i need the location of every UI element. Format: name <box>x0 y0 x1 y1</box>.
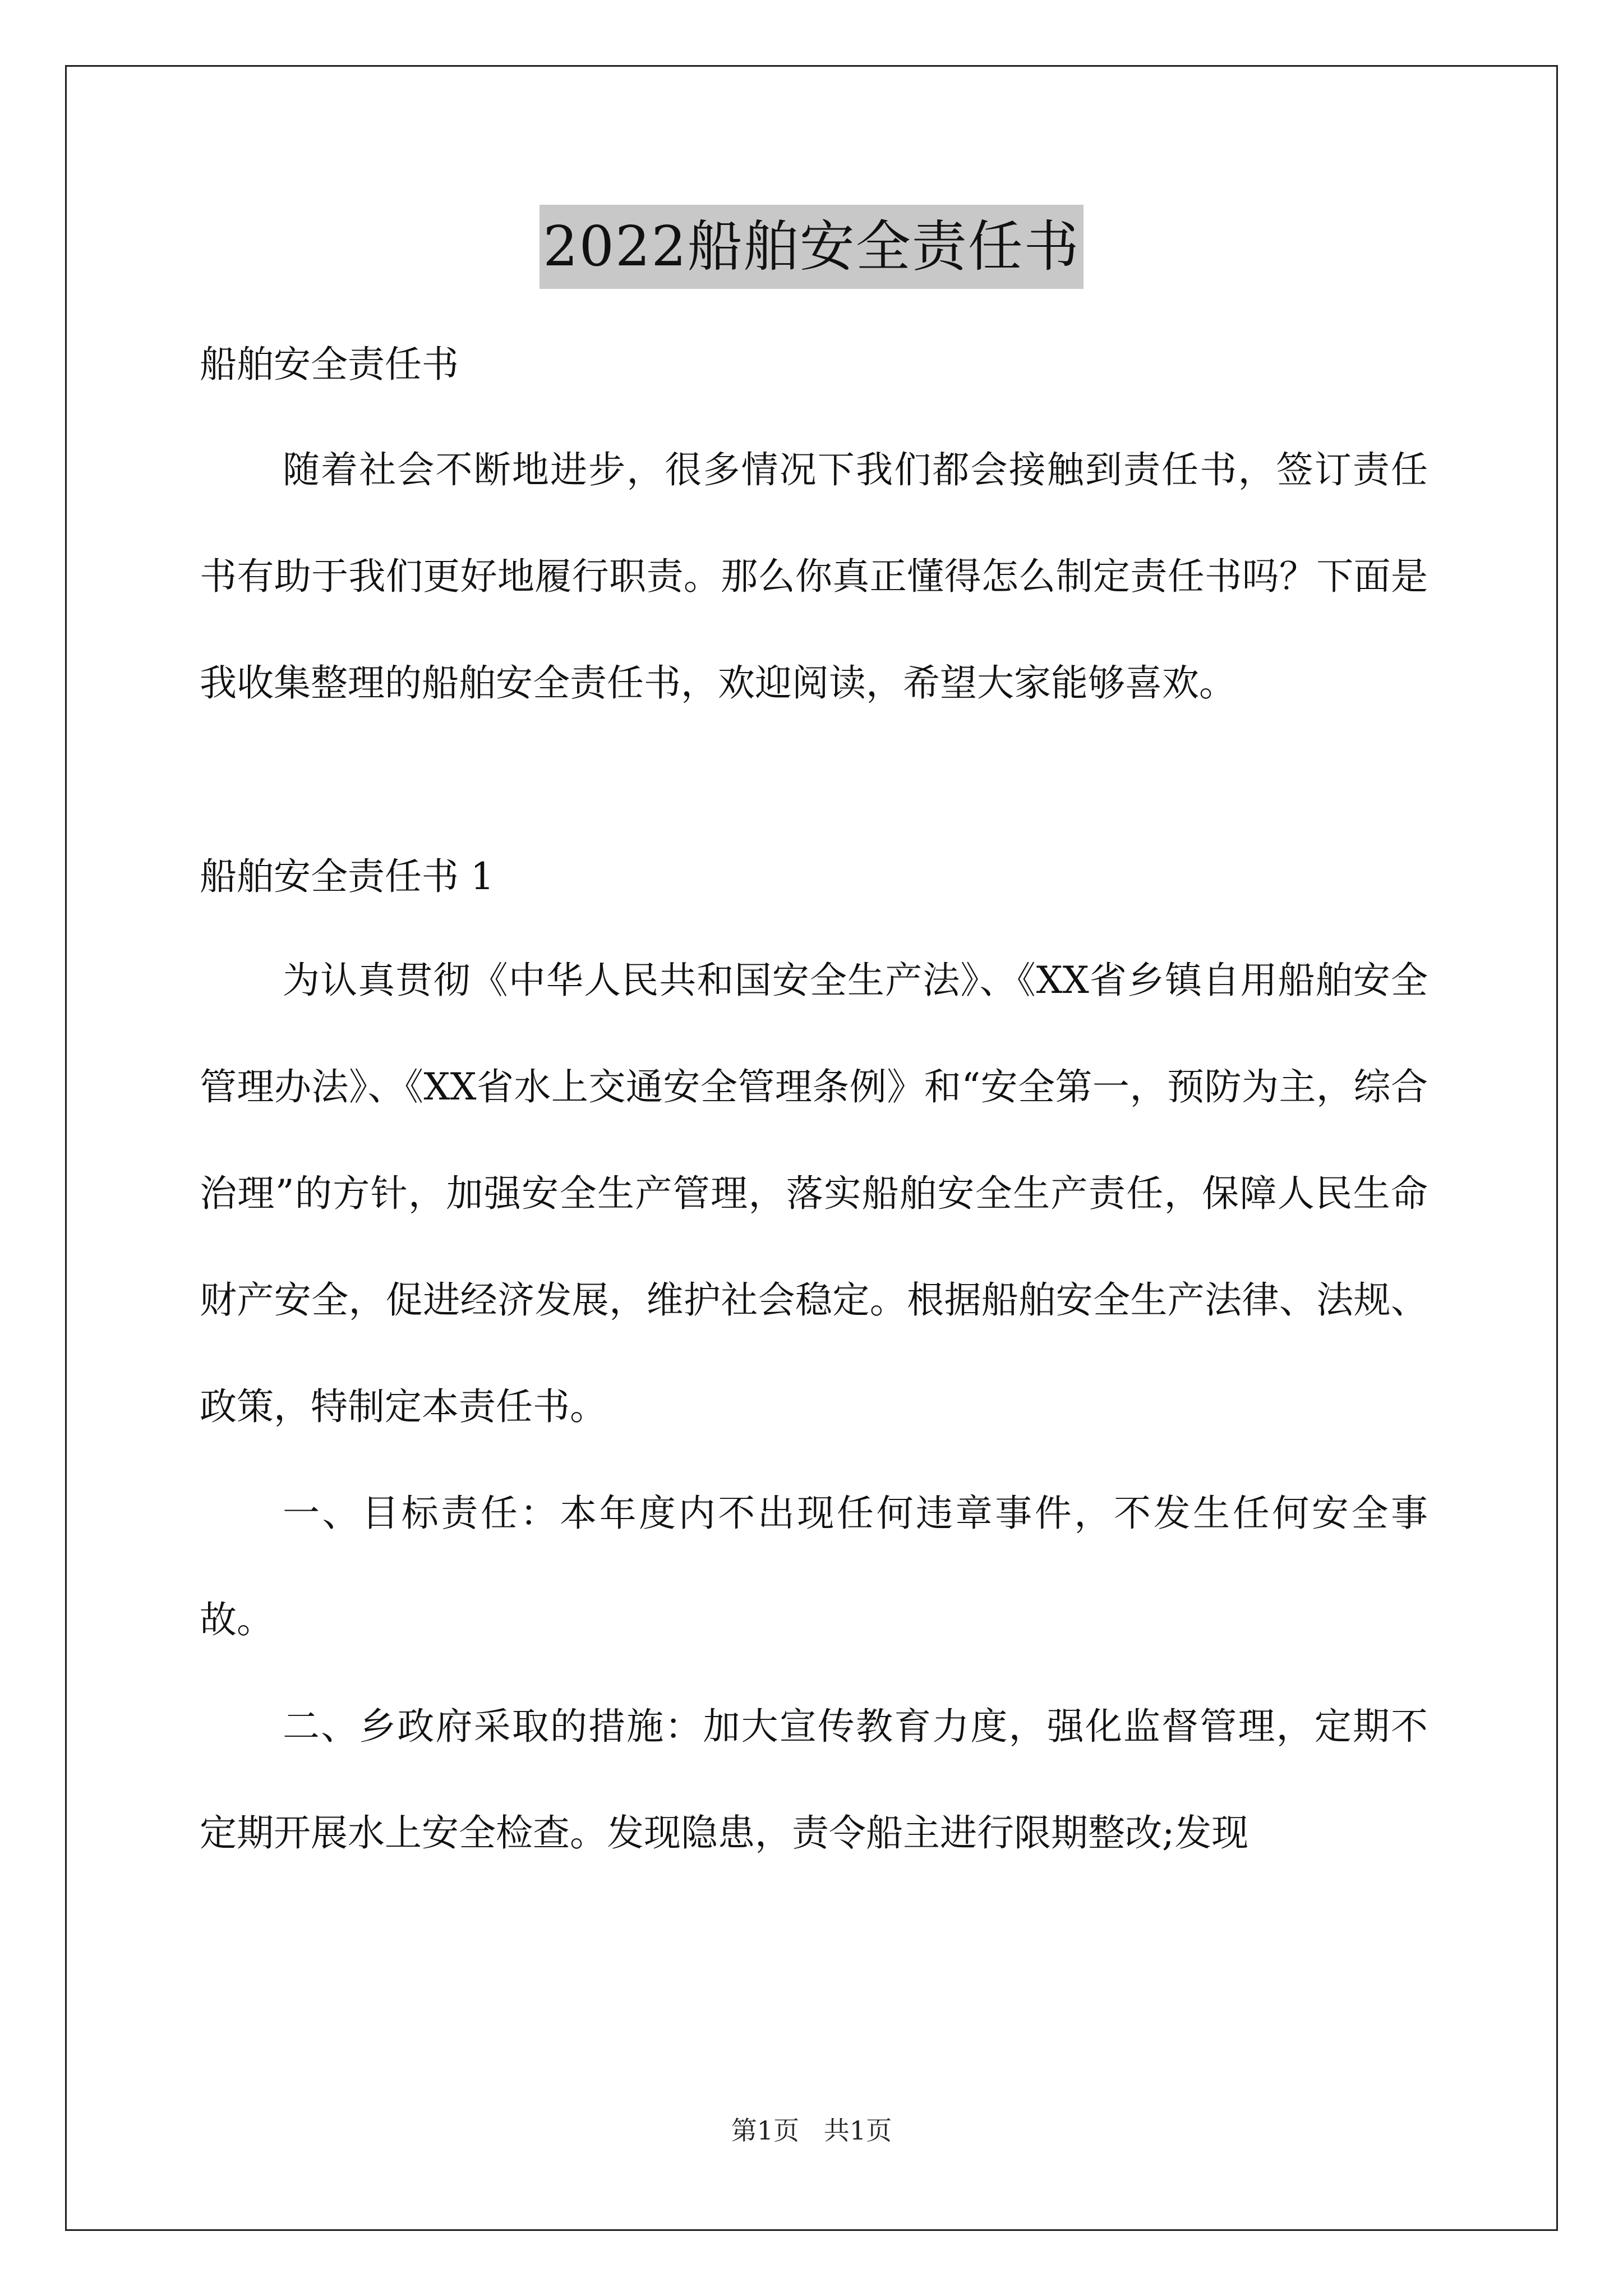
page-number: 第1页 共1页 <box>731 2115 892 2146</box>
intro-paragraph: 随着社会不断地进步，很多情况下我们都会接触到责任书，签订责任书有助于我们更好地履行职责。那么你真正懂得怎么制定责任书吗？下面是我收集整理的船舶安全责任书，欢迎阅读，希望大家能够喜欢。 <box>200 448 1428 705</box>
body-paragraph: 一、目标责任：本年度内不出现任何违章事件，不发生任何安全事故。 <box>200 1492 1428 1641</box>
document-title: 2022船舶安全责任书 <box>540 205 1083 289</box>
title-container <box>0 205 1623 289</box>
document-body <box>200 337 1428 1887</box>
body-paragraph: 为认真贯彻《中华人民共和国安全生产法》、《XX省乡镇自用船舶安全管理办法》、《XX省水上交通安全管理条例》和“安全第一，预防为主，综合治理”的方针，加强安全生产管理，落实船舶安全生产责任，保障人民生命财产安全，促进经济发展，维护社会稳定。根据船舶安全生产法律、法规、政策，特制定本责任书。 <box>200 959 1428 1428</box>
section-heading: 船舶安全责任书 <box>200 343 459 386</box>
body-paragraph: 二、乡政府采取的措施：加大宣传教育力度，强化监督管理，定期不定期开展水上安全检查。发现隐患，责令船主进行限期整改;发现 <box>200 1705 1428 1855</box>
section-heading-1: 船舶安全责任书 1 <box>200 855 494 898</box>
page-footer <box>0 2114 1623 2147</box>
